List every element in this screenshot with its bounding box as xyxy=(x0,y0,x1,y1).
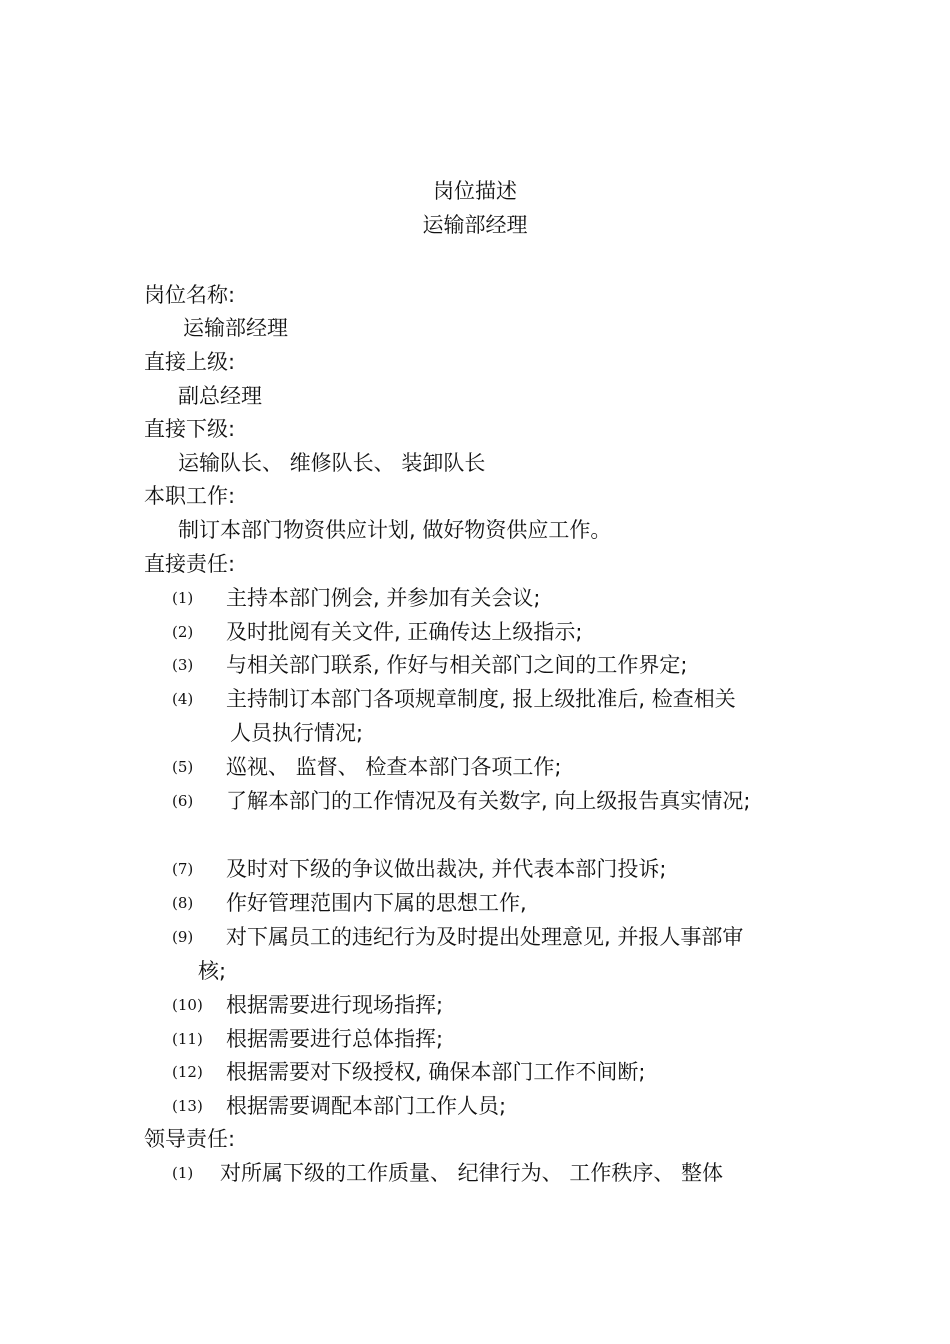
list-item-continuation: 核; xyxy=(198,959,227,983)
list-item-continuation: 人员执行情况; xyxy=(230,721,364,745)
superior-value: 副总经理 xyxy=(178,384,262,408)
list-item-number: (12) xyxy=(172,1063,203,1081)
position-name-value: 运输部经理 xyxy=(183,316,288,340)
leader-responsibility-label: 领导责任: xyxy=(144,1127,236,1151)
list-item: 主持制订本部门各项规章制度, 报上级批准后, 检查相关 xyxy=(226,687,736,711)
superior-label: 直接上级: xyxy=(144,350,236,374)
list-item: 根据需要调配本部门工作人员; xyxy=(226,1094,507,1118)
list-item-number: (5) xyxy=(172,758,194,776)
list-item-number: (10) xyxy=(172,996,203,1014)
list-item: 及时批阅有关文件, 正确传达上级指示; xyxy=(226,620,583,644)
list-item: 对下属员工的违纪行为及时提出处理意见, 并报人事部审 xyxy=(226,925,744,949)
list-item: 了解本部门的工作情况及有关数字, 向上级报告真实情况; xyxy=(226,789,751,813)
doc-subtitle: 运输部经理 xyxy=(422,213,528,237)
list-item: 及时对下级的争议做出裁决, 并代表本部门投诉; xyxy=(226,857,667,881)
duty-value: 制订本部门物资供应计划, 做好物资供应工作。 xyxy=(178,518,612,542)
list-item-number: (4) xyxy=(172,690,194,708)
list-item: 根据需要进行总体指挥; xyxy=(226,1027,444,1051)
list-item-number: (7) xyxy=(172,860,194,878)
doc-title: 岗位描述 xyxy=(433,179,517,203)
list-item-number: (13) xyxy=(172,1097,203,1115)
list-item-number: (11) xyxy=(172,1030,203,1048)
subordinate-value: 运输队长、 维修队长、 装卸队长 xyxy=(178,451,486,475)
list-item: 根据需要进行现场指挥; xyxy=(226,993,444,1017)
list-item-number: (9) xyxy=(172,928,194,946)
list-item-number: (6) xyxy=(172,792,194,810)
list-item: 作好管理范围内下属的思想工作, xyxy=(226,891,527,915)
list-item-number: (3) xyxy=(172,656,194,674)
list-item: 主持本部门例会, 并参加有关会议; xyxy=(226,586,541,610)
list-item-number: (8) xyxy=(172,894,194,912)
list-item-number: (1) xyxy=(172,589,194,607)
duty-label: 本职工作: xyxy=(144,484,236,508)
subordinate-label: 直接下级: xyxy=(144,417,236,441)
list-item: 与相关部门联系, 作好与相关部门之间的工作界定; xyxy=(226,653,688,677)
list-item: 根据需要对下级授权, 确保本部门工作不间断; xyxy=(226,1060,646,1084)
list-item: 对所属下级的工作质量、 纪律行为、 工作秩序、 整体 xyxy=(220,1161,724,1185)
list-item-number: (2) xyxy=(172,623,194,641)
list-item-number: (1) xyxy=(172,1164,194,1182)
direct-responsibility-label: 直接责任: xyxy=(144,552,236,576)
list-item: 巡视、 监督、 检查本部门各项工作; xyxy=(226,755,562,779)
position-name-label: 岗位名称: xyxy=(144,283,236,307)
